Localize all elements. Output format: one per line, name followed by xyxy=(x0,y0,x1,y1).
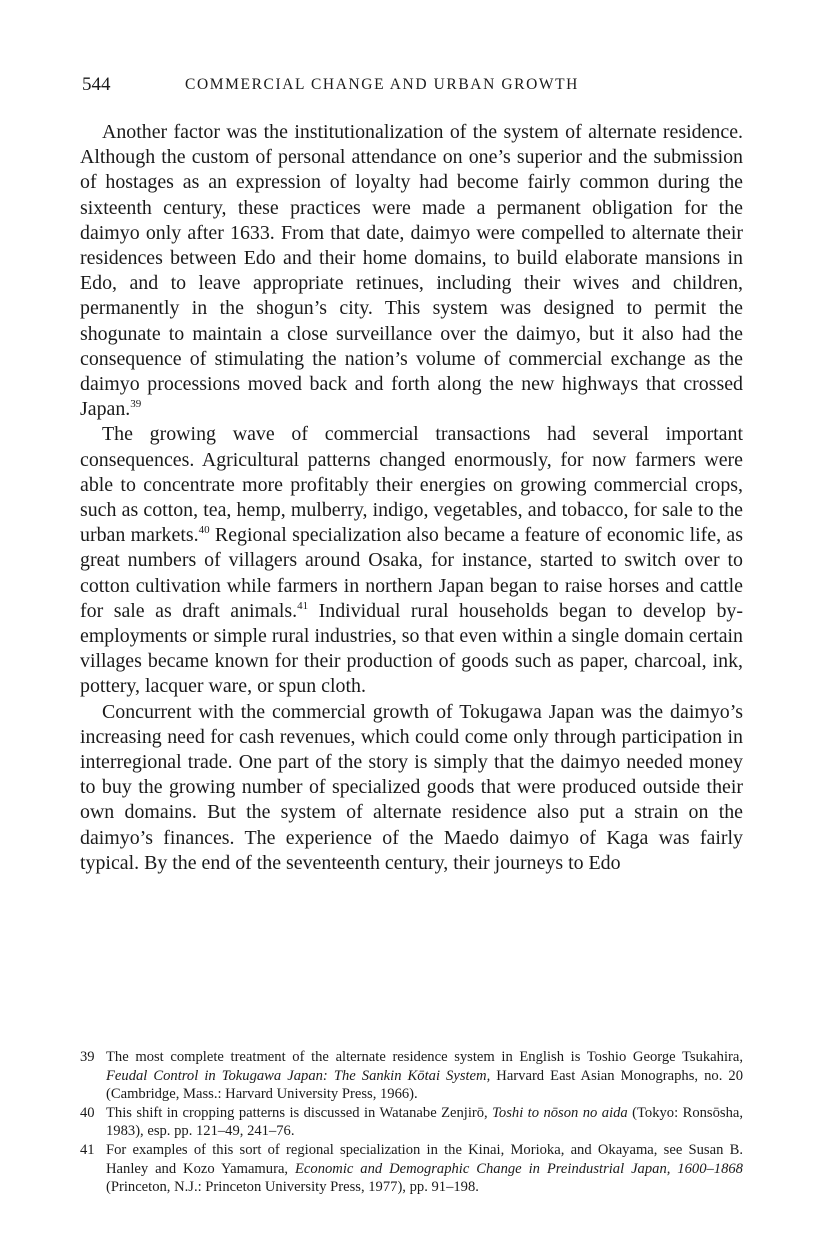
footnote-title: Feudal Control in Tokugawa Japan: The Sankin Kōtai System, xyxy=(106,1067,491,1084)
footnote-ref[interactable]: 41 xyxy=(297,599,309,612)
running-head: COMMERCIAL CHANGE AND URBAN GROWTH xyxy=(185,76,579,93)
footnote-text-part: (Princeton, N.J.: Princeton University Press, 1977), pp. 91–198. xyxy=(106,1179,479,1196)
footnote-text-part: The most complete treatment of the alternate residence system in English is Toshio George Tsukahira, xyxy=(106,1049,743,1065)
footnotes xyxy=(80,1048,743,1197)
footnote-number: 41 xyxy=(80,1141,95,1158)
footnote-title: Toshi to nōson no aida xyxy=(492,1104,628,1121)
footnote xyxy=(80,1048,743,1104)
footnote-title: Economic and Demographic Change in Preindustrial Japan, 1600–1868 xyxy=(295,1160,743,1177)
paragraph-text: Individual rural households began to develop by-employments or simple rural industries, so that even within a single domain certain villages became known for their production of goods such as paper, charcoal, ink, pottery, lacquer ware, or spun cloth. xyxy=(80,599,743,698)
footnote-text-part: (Tokyo: Ronsōsha, 1983), esp. pp. 121–49, 241–76. xyxy=(106,1104,743,1140)
body-text xyxy=(80,120,743,876)
footnote-text xyxy=(106,1104,743,1141)
footnote-ref[interactable]: 40 xyxy=(198,524,210,537)
footnote-text xyxy=(106,1048,743,1104)
footnote-text-part: Harvard East Asian Monographs, no. 20 (Cambridge, Mass.: Harvard University Press, 1966). xyxy=(106,1067,744,1103)
page-number: 544 xyxy=(82,74,111,95)
footnote-text xyxy=(106,1141,743,1197)
paragraph xyxy=(80,120,743,422)
footnote-number: 40 xyxy=(80,1104,95,1121)
footnote-text-part: This shift in cropping patterns is discussed in Watanabe Zenjirō, xyxy=(106,1104,493,1121)
footnote xyxy=(80,1141,743,1197)
paragraph-text: The growing wave of commercial transactions had several important consequences. Agricultural patterns changed enormously, for now farmers were able to concentrate more profitably their energies on growing commercial crops, such as cotton, tea, hemp, mulberry, indigo, vegetables, and tobacco, for sale to the urban markets. xyxy=(80,423,743,547)
footnote-text-part: For examples of this sort of regional specialization in the Kinai, Morioka, and Okayama, see Susan B. Hanley and Kozo Yamamura, xyxy=(106,1141,743,1177)
paragraph xyxy=(80,700,743,876)
paragraph xyxy=(80,422,743,699)
footnote xyxy=(80,1104,743,1141)
footnote-ref[interactable]: 39 xyxy=(130,398,142,411)
paragraph-text: Concurrent with the commercial growth of Tokugawa Japan was the daimyo’s increasing need for cash revenues, which could come only through participation in interregional trade. One part of the story is simply that the daimyo needed money to buy the growing number of specialized goods that were produced outside their own domains. But the system of alternate residence also put a strain on the daimyo’s finances. The experience of the Maedo daimyo of Kaga was fairly typical. By the end of the seventeenth century, their journeys to Edo xyxy=(80,700,743,874)
paragraph-text: Regional specialization also became a feature of economic life, as great numbers of villagers around Osaka, for instance, started to switch over to cotton cultivation while farmers in northern Japan began to raise horses and cattle for sale as draft animals. xyxy=(80,524,743,622)
footnote-number: 39 xyxy=(80,1049,95,1065)
paragraph-text: Another factor was the institutionalization of the system of alternate residence. Although the custom of personal attendance on one’s superior and the submission of hostages as an expression of loyalty had become fairly common during the sixteenth century, these practices were made a permanent obligation for the daimyo only after 1633. From that date, daimyo were compelled to alternate their residences between Edo and their home domains, to build elaborate mansions in Edo, and to leave appropriate retinues, including their wives and children, permanently in the shogun’s city. This system was designed to permit the shogunate to maintain a close surveillance over the daimyo, but it also had the consequence of stimulating the nation’s volume of commercial exchange as the daimyo processions moved back and forth along the new highways that crossed Japan. xyxy=(80,121,743,421)
